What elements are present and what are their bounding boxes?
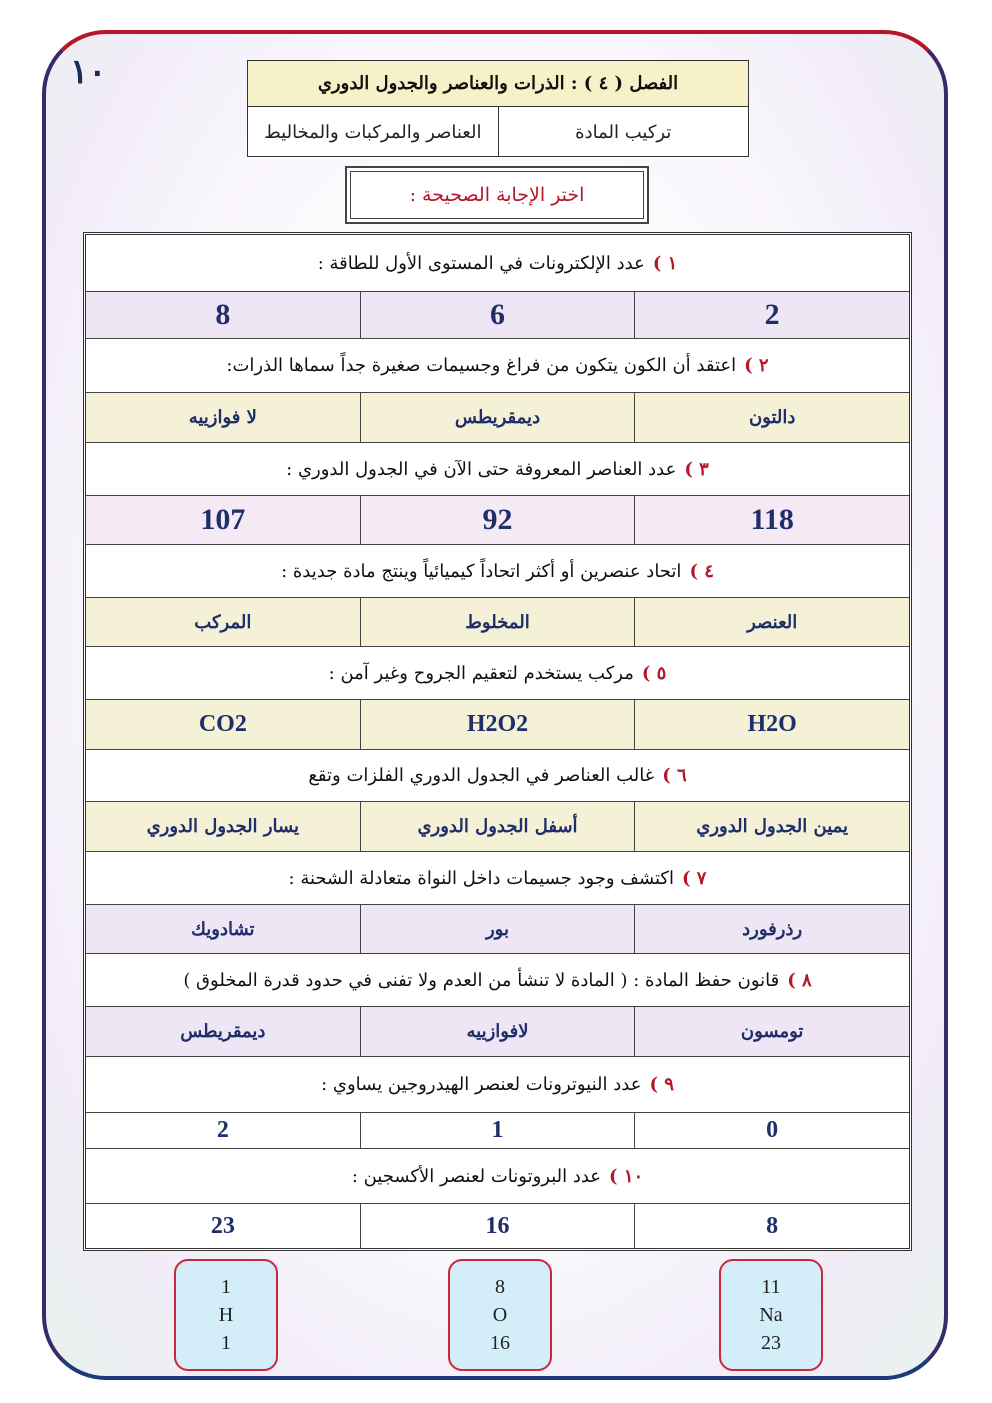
question-number: ٢ ) [744,355,769,376]
element-card-oxygen [448,1259,552,1371]
option-cell[interactable]: 8 [86,292,361,338]
option-cell[interactable]: H2O2 [361,700,636,749]
options-row [86,496,909,545]
question-text: عدد العناصر المعروفة حتى الآن في الجدول الدوري : [286,458,677,480]
option-cell[interactable]: 92 [361,496,636,544]
question-text: عدد النيوترونات لعنصر الهيدروجين يساوي : [321,1074,642,1095]
question-number: ٧ ) [682,867,707,889]
quiz-table [83,232,912,1251]
option-cell[interactable]: تشادويك [86,905,361,953]
atomic-number: 11 [761,1276,781,1298]
question-text: اكتشف وجود جسيمات داخل النواة متعادلة الشحنة : [288,867,674,889]
mass-number: 16 [490,1332,510,1354]
question-row [86,954,909,1007]
question-row [86,339,909,393]
option-cell[interactable]: H2O [747,711,797,737]
options-row [86,905,909,954]
question-row [86,545,909,598]
option-cell[interactable]: 8 [766,1212,779,1239]
element-symbol: H [218,1304,234,1326]
question-number: ٣ ) [684,458,709,480]
mass-number: 1 [221,1332,231,1354]
atomic-number: 8 [495,1276,505,1298]
element-symbol: O [492,1304,508,1326]
option-cell[interactable]: لا فوازييه [86,393,361,442]
options-row [86,292,909,339]
option-cell[interactable]: يسار الجدول الدوري [86,802,361,851]
option-cell[interactable]: يمين الجدول الدوري [696,816,849,837]
question-row [86,750,909,802]
question-text: مركب يستخدم لتعقيم الجروح وغير آمن : [328,662,634,684]
option-cell[interactable]: المركب [86,598,361,646]
option-cell[interactable]: 16 [361,1204,636,1248]
mass-number: 23 [761,1332,781,1354]
question-number: ١٠ ) [609,1165,644,1187]
option-cell[interactable]: بور [361,905,636,953]
option-cell[interactable]: رذرفورد [742,918,803,940]
question-number: ٨ ) [787,969,812,991]
element-card-sodium [719,1259,823,1371]
option-cell[interactable]: ديمقريطس [361,393,636,442]
question-text: عدد الإلكترونات في المستوى الأول للطاقة : [317,252,645,274]
question-row [86,235,909,292]
question-text: قانون حفظ المادة : ( المادة لا تنشأ من العدم ولا تفنى في حدود قدرة المخلوق ) [183,969,780,991]
instruction-box [345,166,649,224]
question-text: اعتقد أن الكون يتكون من فراغ وجسيمات صغيرة جداً سماها الذرات: [226,355,737,376]
element-card-hydrogen [174,1259,278,1371]
question-text: اتحاد عنصرين أو أكثر اتحاداً كيميائياً وينتج مادة جديدة : [281,560,682,582]
atomic-number: 1 [221,1276,231,1298]
question-row [86,1149,909,1204]
question-text: غالب العناصر في الجدول الدوري الفلزات وتقع [308,765,655,786]
option-cell[interactable]: 2 [86,1113,361,1148]
options-row [86,393,909,443]
option-cell[interactable]: أسفل الجدول الدوري [361,802,636,851]
option-cell[interactable]: CO2 [86,700,361,749]
question-text: عدد البروتونات لعنصر الأكسجين : [351,1165,602,1187]
element-symbol: Na [759,1304,783,1326]
options-row [86,1113,909,1149]
option-cell[interactable]: تومسون [740,1021,804,1042]
question-number: ٤ ) [689,560,714,582]
options-row [86,598,909,647]
options-row [86,802,909,852]
option-cell[interactable]: لافوازييه [361,1007,636,1056]
option-cell[interactable]: 118 [750,503,794,536]
chapter-topics [248,107,748,157]
option-cell[interactable]: 2 [764,298,780,331]
topic-cell: تركيب المادة [575,121,672,143]
question-row [86,852,909,905]
question-number: ٥ ) [641,662,667,684]
chapter-title: الفصل ( ٤ ) : الذرات والعناصر والجدول الدوري [248,61,748,107]
options-row [86,1204,909,1248]
option-cell[interactable]: المخلوط [361,598,636,646]
option-cell[interactable]: 0 [766,1117,779,1143]
option-cell[interactable]: 1 [361,1113,636,1148]
chapter-header [247,60,749,157]
option-cell[interactable]: العنصر [747,611,798,633]
options-row [86,700,909,750]
option-cell[interactable]: 107 [86,496,361,544]
options-row [86,1007,909,1057]
question-number: ٩ ) [649,1074,674,1095]
page-number: ١٠ [70,52,107,92]
question-row [86,647,909,700]
option-cell[interactable]: ديمقريطس [86,1007,361,1056]
question-number: ٦ ) [662,765,687,786]
question-row [86,443,909,496]
topic-cell: العناصر والمركبات والمخاليط [248,107,499,157]
instruction-text: اختر الإجابة الصحيحة : [350,171,644,219]
option-cell[interactable]: 23 [86,1204,361,1248]
option-cell[interactable]: دالتون [748,407,796,428]
question-row [86,1057,909,1113]
option-cell[interactable]: 6 [361,292,636,338]
question-number: ١ ) [652,252,678,274]
